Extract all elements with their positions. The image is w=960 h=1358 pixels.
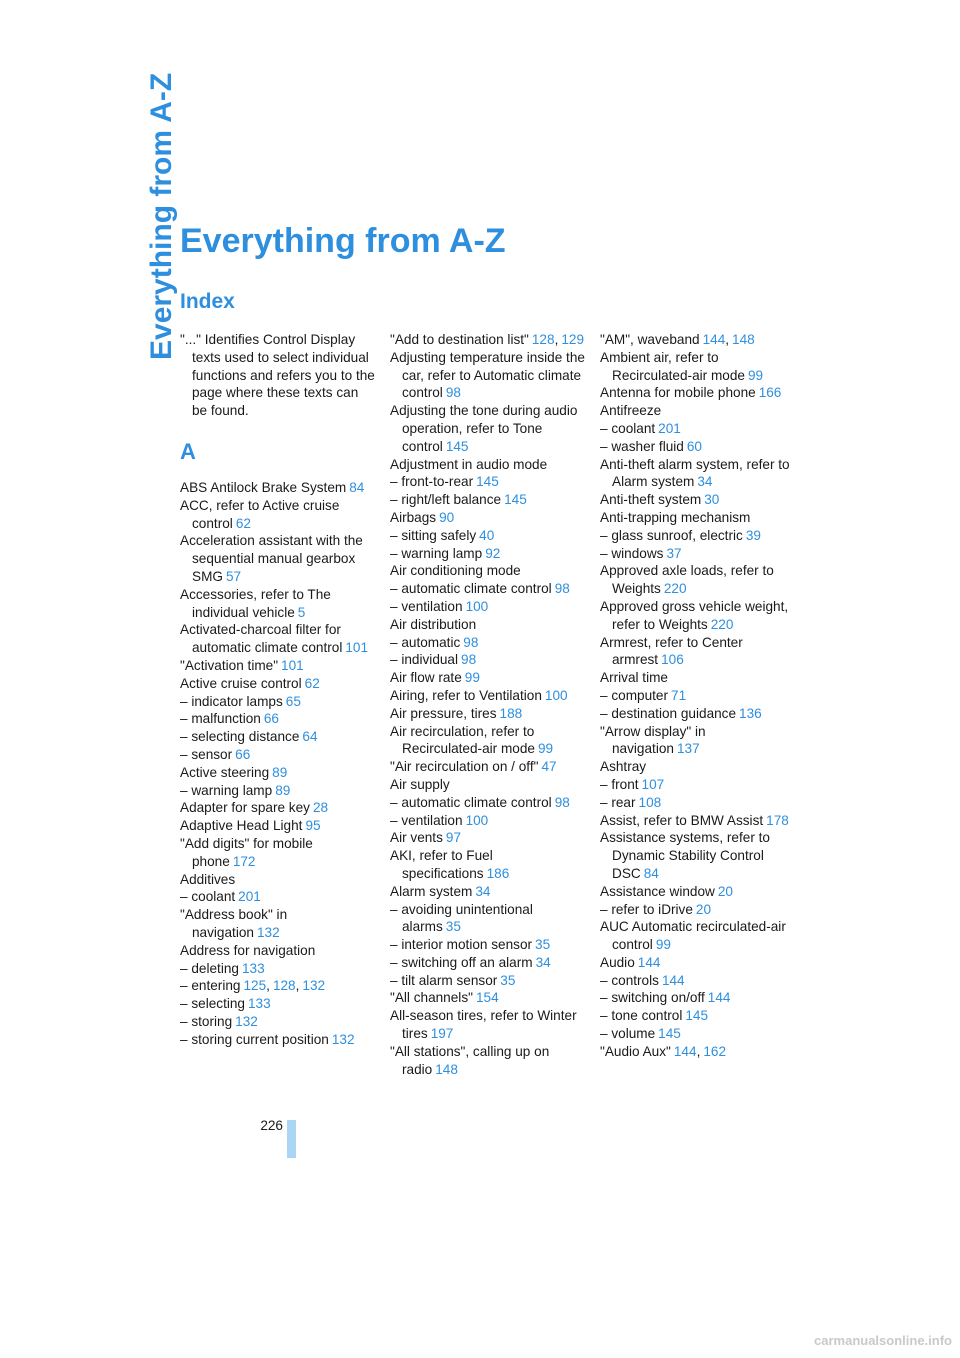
page-ref-link[interactable]: 201 (238, 889, 261, 905)
index-entry (180, 675, 376, 693)
index-entry-text: – ventilation (390, 598, 463, 614)
index-entry-text: – right/left balance (390, 492, 502, 508)
index-entry-text: Anti-theft alarm system, refer to Alarm system (600, 456, 790, 490)
page-ref-link[interactable]: 128 (531, 332, 555, 347)
page-ref-link[interactable]: 129 (561, 332, 585, 347)
index-entry-text: "Add digits" for mobile phone (180, 835, 313, 869)
page-ref-link[interactable]: 186 (486, 865, 510, 881)
index-entry (390, 812, 586, 830)
index-entry-text: – computer (600, 687, 669, 703)
index-entry-text: – automatic (390, 634, 461, 650)
page-ref-separator: , (554, 332, 559, 347)
index-entry (180, 693, 376, 711)
page-ref-link[interactable]: 39 (745, 527, 761, 543)
index-entry (600, 883, 796, 901)
index-entry-text: Air supply (390, 776, 450, 792)
index-entry (390, 580, 586, 598)
page-ref-link[interactable]: 145 (658, 1026, 681, 1042)
index-entry-text: Ambient air, refer to Recirculated-air mode (600, 349, 745, 383)
page-ref-link[interactable]: 30 (704, 492, 720, 508)
index-entry-text: – volume (600, 1026, 656, 1042)
index-entry-text: – avoiding unintentional alarms (390, 901, 533, 935)
page-ref-link[interactable]: 201 (658, 420, 681, 436)
page-ref-link[interactable]: 89 (272, 764, 288, 780)
index-entry-text: Air recirculation, refer to Recirculated-air mode (390, 723, 535, 757)
index-entry (390, 331, 586, 349)
index-entry-text: – controls (600, 972, 659, 988)
page-ref-link[interactable]: 99 (464, 670, 480, 686)
index-entry (600, 829, 796, 882)
index-entry (180, 1031, 376, 1049)
page-ref-link[interactable]: 144 (673, 1043, 697, 1059)
index-entry-text: Approved axle loads, refer to Weights (600, 563, 774, 597)
index-entry (390, 491, 586, 509)
index-entry (180, 799, 376, 817)
index-column-2 (390, 331, 586, 1078)
index-entry (180, 331, 376, 420)
index-entry-text: Air flow rate (390, 670, 462, 686)
page-ref-link[interactable]: 20 (717, 883, 733, 899)
index-entry-text: ACC, refer to Active cruise control (180, 497, 340, 531)
index-entry-text: Additives (180, 871, 236, 887)
page-ref-link[interactable]: 99 (537, 741, 554, 757)
index-entry (180, 995, 376, 1013)
index-entry-text: – windows (600, 545, 664, 561)
page-ref-link[interactable]: 133 (248, 996, 271, 1012)
index-entry (180, 764, 376, 782)
page-ref-link[interactable]: 71 (671, 687, 687, 703)
index-entry (600, 509, 796, 527)
page-ref-link[interactable]: 145 (476, 474, 499, 490)
index-entry (180, 479, 376, 497)
index-entry-text: – warning lamp (180, 782, 273, 798)
index-entry (390, 972, 586, 990)
index-entry (390, 634, 586, 652)
page-ref-separator: , (725, 332, 730, 347)
page-ref-link[interactable]: 40 (479, 527, 495, 543)
page-ref-link[interactable]: 66 (235, 746, 251, 762)
index-entry (390, 1043, 586, 1079)
page-ref-link[interactable]: 220 (710, 616, 734, 632)
page-ref-link[interactable]: 125 (243, 978, 267, 994)
page-ref-link[interactable]: 20 (695, 901, 712, 917)
page-ref-link[interactable]: 166 (758, 385, 782, 401)
index-entry (180, 728, 376, 746)
index-entry-text: – selecting (180, 996, 245, 1012)
index-entry-text: Air vents (390, 830, 443, 846)
page-ref-link[interactable]: 34 (475, 883, 491, 899)
page-ref-link[interactable]: 144 (707, 990, 731, 1006)
index-entry (600, 384, 796, 402)
index-entry-text: Air conditioning mode (390, 563, 521, 579)
page-ref-link[interactable]: 37 (666, 545, 682, 561)
index-entry-text: Adjusting temperature inside the car, refer to Automatic climate control (390, 349, 585, 401)
index-entry-text: Air distribution (390, 616, 477, 632)
index-entry-text: – front-to-rear (390, 474, 474, 490)
side-title: Everything from A-Z (145, 72, 178, 360)
page-ref-link[interactable]: 98 (461, 652, 477, 668)
index-entry (180, 621, 376, 657)
index-entry-text: – deleting (180, 960, 239, 976)
page-ref-link[interactable]: 34 (697, 474, 713, 490)
index-entry (600, 402, 796, 420)
index-entry (390, 1007, 586, 1043)
page-ref-link[interactable]: 97 (445, 830, 462, 846)
index-entry-text: "..." Identifies Control Display texts used to select individual functions and refers you to the page where these texts can be found. (180, 332, 375, 419)
index-entry-text: Adjusting the tone during audio operation, refer to Tone control (390, 403, 578, 454)
index-entry (390, 545, 586, 563)
page-ref-link[interactable]: 62 (304, 675, 320, 691)
index-entry (390, 349, 586, 402)
index-entry (390, 562, 586, 580)
page-ref-link[interactable]: 144 (702, 332, 726, 347)
index-entry (600, 456, 796, 492)
index-entry-text: – ventilation (390, 812, 463, 828)
page-title: Everything from A-Z (180, 222, 506, 260)
page-ref-link[interactable]: 5 (297, 604, 306, 620)
index-entry (390, 954, 586, 972)
page-ref-link[interactable]: 84 (349, 479, 365, 495)
index-entry (600, 598, 796, 634)
index-entry (390, 651, 586, 669)
index-entry (600, 331, 796, 349)
page-ref-link[interactable]: 172 (232, 853, 256, 869)
page-ref-link[interactable]: 128 (272, 978, 296, 994)
index-entry-text: – tilt alarm sensor (390, 972, 498, 988)
page-ref-link[interactable]: 66 (263, 711, 279, 727)
index-entry (180, 977, 376, 995)
page-ref-link[interactable]: 64 (302, 729, 318, 745)
page-ref-link[interactable]: 62 (235, 515, 251, 531)
index-entry-text: Adaptive Head Light (180, 818, 303, 834)
page-ref-link[interactable]: 133 (241, 960, 265, 976)
index-entry-text: – interior motion sensor (390, 937, 533, 953)
page-ref-link[interactable]: 136 (739, 705, 762, 721)
page-ref-link[interactable]: 99 (655, 937, 671, 953)
page-ref-link[interactable]: 35 (500, 972, 516, 988)
index-entry-text: Antifreeze (600, 403, 662, 419)
index-entry (390, 456, 586, 474)
index-column-1 (180, 331, 376, 1048)
section-title: Index (180, 290, 235, 313)
index-entry (600, 634, 796, 670)
page-ref-link[interactable]: 95 (305, 818, 321, 834)
index-entry-text: – sitting safely (390, 527, 477, 543)
index-entry (390, 883, 586, 901)
page-ref-link[interactable]: 162 (703, 1043, 727, 1059)
index-entry-text: – coolant (600, 420, 656, 436)
index-entry (390, 598, 586, 616)
index-entry (180, 888, 376, 906)
page-ref-link[interactable]: 106 (661, 652, 684, 668)
index-entry-text: "AM", waveband (600, 332, 700, 347)
index-entry (390, 847, 586, 883)
page-ref-link[interactable]: 101 (281, 657, 304, 673)
page-ref-link[interactable]: 47 (541, 759, 557, 775)
index-entry-text: Active steering (180, 764, 270, 780)
index-entry-text: Ashtray (600, 759, 647, 775)
index-entry-text: – selecting distance (180, 729, 300, 745)
index-entry (390, 402, 586, 455)
index-entry (390, 705, 586, 723)
page-ref-link[interactable]: 108 (638, 794, 662, 810)
index-entry (390, 758, 586, 776)
index-entry-text: Acceleration assistant with the sequential manual gearbox SMG (180, 533, 363, 584)
index-entry (390, 901, 586, 937)
page-ref-link[interactable]: 101 (345, 640, 369, 656)
index-entry (180, 960, 376, 978)
index-column-3 (600, 331, 796, 1061)
index-entry-text: AUC Automatic recirculated-air control (600, 919, 786, 953)
index-entry (180, 746, 376, 764)
index-entry-text: – refer to iDrive (600, 901, 693, 917)
index-entry (180, 710, 376, 728)
index-entry-text: – switching on/off (600, 990, 705, 1006)
index-entry-text: – tone control (600, 1008, 683, 1024)
index-entry-text: "Arrow display" in navigation (600, 723, 706, 757)
page-ref-link[interactable]: 34 (535, 954, 551, 970)
index-entry (600, 527, 796, 545)
page-ref-link[interactable]: 132 (235, 1013, 258, 1029)
index-entry-text: – individual (390, 652, 459, 668)
index-entry-text: Address for navigation (180, 942, 316, 958)
index-entry-text: Audio (600, 954, 635, 970)
page-ref-link[interactable]: 92 (485, 545, 501, 561)
index-entry (180, 657, 376, 675)
index-entry-text: – storing current position (180, 1031, 329, 1047)
index-entry (180, 906, 376, 942)
page-ref-link[interactable]: 154 (475, 990, 499, 1006)
index-entry-text: Arrival time (600, 670, 668, 686)
index-entry-text: Assistance window (600, 883, 715, 899)
page-ref-link[interactable]: 107 (641, 776, 665, 792)
index-entry-text: – washer fluid (600, 438, 684, 454)
index-entry-text: Anti-trapping mechanism (600, 509, 751, 525)
index-entry-text: Approved gross vehicle weight, refer to Weights (600, 598, 789, 632)
page-ref-link[interactable]: 197 (430, 1026, 454, 1042)
page-ref-link[interactable]: 144 (637, 954, 661, 970)
index-entry (180, 586, 376, 622)
index-entry-text: Activated-charcoal filter for automatic climate control (180, 622, 343, 656)
index-entry (600, 562, 796, 598)
page-ref-link[interactable]: 28 (312, 800, 329, 816)
page-ref-link[interactable]: 132 (256, 924, 280, 940)
index-entry-text: Accessories, refer to The individual vehicle (180, 586, 331, 620)
index-entry (600, 705, 796, 723)
index-entry-text: – rear (600, 794, 636, 810)
index-entry-text: Anti-theft system (600, 492, 702, 508)
index-entry (180, 871, 376, 889)
index-entry-text: – destination guidance (600, 705, 737, 721)
page-ref-link[interactable]: 178 (766, 812, 789, 828)
index-entry (600, 776, 796, 794)
index-entry-text: Adjustment in audio mode (390, 456, 548, 472)
index-entry (390, 687, 586, 705)
page-ref-separator: , (266, 978, 270, 994)
index-entry (390, 616, 586, 634)
page-ref-link[interactable]: 90 (439, 509, 455, 525)
index-entry (600, 758, 796, 776)
index-entry-text: Active cruise control (180, 675, 302, 691)
page-ref-link[interactable]: 188 (499, 705, 523, 721)
page-number: 226 (260, 1118, 283, 1133)
index-entry (390, 473, 586, 491)
page-ref-separator: , (696, 1043, 701, 1059)
page-ref-link[interactable]: 60 (686, 438, 702, 454)
page-ref-link[interactable]: 148 (732, 332, 755, 347)
index-entry (390, 669, 586, 687)
page-ref-link[interactable]: 220 (663, 581, 687, 597)
index-entry (600, 918, 796, 954)
index-entry (180, 942, 376, 960)
index-entry (600, 901, 796, 919)
index-entry-text: – front (600, 776, 639, 792)
index-entry (180, 782, 376, 800)
page-ref-link[interactable]: 137 (676, 741, 700, 757)
index-entry-text: – switching off an alarm (390, 954, 533, 970)
index-entry-text: – automatic climate control (390, 794, 552, 810)
index-entry (600, 1007, 796, 1025)
index-entry-text: Alarm system (390, 883, 473, 899)
index-entry (600, 954, 796, 972)
page-ref-link[interactable]: 132 (302, 978, 326, 994)
page-ref-link[interactable]: 84 (643, 865, 659, 881)
page-ref-link[interactable]: 35 (445, 919, 461, 935)
index-entry-text: Antenna for mobile phone (600, 385, 756, 401)
index-entry-text: Air pressure, tires (390, 705, 497, 721)
page-ref-link[interactable]: 145 (504, 492, 527, 508)
page-ref-link[interactable]: 148 (435, 1061, 458, 1077)
index-entry-text: – storing (180, 1013, 233, 1029)
index-entry (600, 989, 796, 1007)
page-ref-link[interactable]: 100 (544, 687, 568, 703)
page-ref-link[interactable]: 98 (463, 634, 479, 650)
index-entry (600, 687, 796, 705)
index-entry (600, 669, 796, 687)
index-entry-text: Assist, refer to BMW Assist (600, 812, 764, 828)
watermark: carmanualsonline.info (814, 1333, 952, 1348)
index-entry-text: "All channels" (390, 990, 473, 1006)
index-entry-text: AKI, refer to Fuel specifications (390, 848, 493, 881)
index-entry-text: Armrest, refer to Center armrest (600, 634, 743, 668)
page-ref-link[interactable]: 65 (285, 693, 301, 709)
index-entry (600, 438, 796, 456)
page-ref-link[interactable]: 99 (747, 367, 764, 383)
index-entry-text: – automatic climate control (390, 581, 552, 597)
index-entry-text: "Address book" in navigation (180, 907, 288, 940)
index-entry-text: "All stations", calling up on radio (390, 1043, 550, 1077)
index-entry-text: "Add to destination list" (390, 332, 529, 347)
page-ref-link[interactable]: 57 (225, 568, 242, 584)
index-entry (600, 545, 796, 563)
index-entry-text: – sensor (180, 746, 233, 762)
index-entry-text: "Air recirculation on / off" (390, 759, 539, 775)
page-ref-link[interactable]: 100 (465, 598, 489, 614)
page-ref-link[interactable]: 132 (331, 1031, 355, 1047)
index-entry (180, 1013, 376, 1031)
index-entry-text: Airing, refer to Ventilation (390, 687, 542, 703)
index-entry (180, 817, 376, 835)
index-entry (390, 776, 586, 794)
page-ref-link[interactable]: 145 (685, 1008, 709, 1024)
index-entry-text: All-season tires, refer to Winter tires (390, 1008, 577, 1042)
index-entry-text: – malfunction (180, 711, 261, 727)
index-entry-text: Airbags (390, 509, 437, 525)
index-entry (180, 835, 376, 871)
index-entry (180, 532, 376, 585)
index-entry-text: – coolant (180, 889, 236, 905)
index-entry-text: – warning lamp (390, 545, 483, 561)
page-ref-link[interactable]: 98 (554, 794, 570, 810)
index-entry (390, 527, 586, 545)
page-ref-link[interactable]: 144 (661, 972, 685, 988)
page-ref-link[interactable]: 100 (465, 812, 489, 828)
page-ref-link[interactable]: 35 (535, 937, 551, 953)
index-entry (390, 794, 586, 812)
page-ref-link[interactable]: 145 (445, 438, 469, 454)
index-entry-text: ABS Antilock Brake System (180, 479, 347, 495)
index-entry (600, 1043, 796, 1061)
index-entry-text: Assistance systems, refer to Dynamic Stability Control DSC (600, 830, 770, 881)
page-ref-link[interactable]: 98 (445, 385, 461, 401)
page-ref-separator: , (295, 978, 300, 994)
index-entry (600, 723, 796, 759)
index-entry (600, 491, 796, 509)
page-ref-link[interactable]: 98 (554, 581, 570, 597)
index-entry (390, 936, 586, 954)
index-entry-text: – glass sunroof, electric (600, 527, 743, 543)
page-number-bar (287, 1120, 296, 1158)
index-entry (390, 723, 586, 759)
index-entry-text: "Activation time" (180, 657, 279, 673)
index-entry-text: – entering (180, 978, 241, 994)
index-entry (390, 509, 586, 527)
index-entry (390, 829, 586, 847)
index-entry-text: Adapter for spare key (180, 800, 310, 816)
index-entry (600, 812, 796, 830)
index-entry (600, 420, 796, 438)
index-entry (600, 794, 796, 812)
index-entry (600, 1025, 796, 1043)
index-entry (600, 349, 796, 385)
index-entry-text: "Audio Aux" (600, 1043, 671, 1059)
index-entry-text: – indicator lamps (180, 693, 283, 709)
index-letter-heading: A (180, 438, 196, 464)
index-entry (180, 497, 376, 533)
index-entry (390, 989, 586, 1007)
index-entry (600, 972, 796, 990)
page-ref-link[interactable]: 89 (275, 782, 291, 798)
